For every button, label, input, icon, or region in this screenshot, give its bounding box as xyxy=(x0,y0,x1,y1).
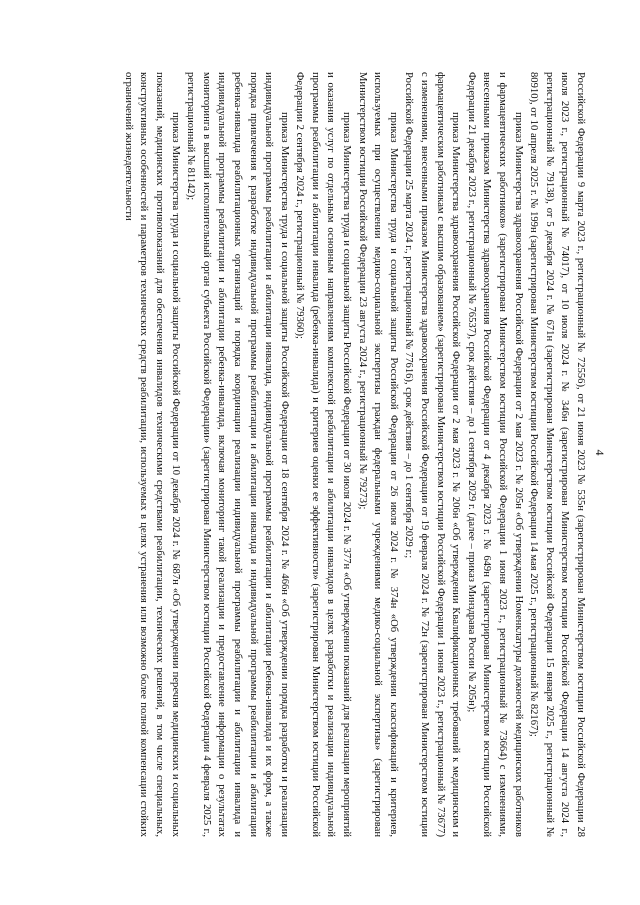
paragraph-2: приказ Министерства здравоохранения Российской Федерации от 2 мая 2023 г. № 205н «Об утверждении Номенклатуры должностей медицинских работников и фармацевтических работников» (зарегистрирован Министерством юстиции Российской Федерации 1 июня 2023 г., регистрационный № 73664) с изменениями, внесенными приказом Министерства здравоохранения Российской Федерации от 4 декабря 2023 г. № 649н (зарегистрирован Министерством юстиции Российской Федерации 21 декабря 2023 г., регистрационный № 76537), срок действия – до 1 сентября 2029 г. (далее – приказ Минздрава России № 205н); xyxy=(465,72,524,837)
page-number: 4 xyxy=(593,449,607,456)
document-body xyxy=(120,72,588,837)
paragraph-4: приказ Министерства труда и социальной защиты Российской Федерации от 26 июля 2024 г. № 374н «Об утверждении классификаций и критериев, используемых при осуществлении медико-социальной экспертизы граждан федеральными учреждениями медико-социальной экспертизы» (зарегистрирован Министерством юстиции Российской Федерации 23 августа 2024 г., регистрационный № 79273); xyxy=(356,72,399,837)
paragraph-7: приказ Министерства труда и социальной защиты Российской Федерации от 10 декабря 2024 г. № 687н «Об утверждении перечня медицинских и социальных показаний, медицинских противопоказаний для обеспечения инвалидов техническими средствами реабилитации, технических решений, в том числе специальных, конструктивных особенностей и параметров технических средств реабилитации, используемых в целях устранения или возможно более полной компенсации стойких ограничений жизнедеятельности xyxy=(122,72,181,837)
paragraph-5: приказ Министерства труда и социальной защиты Российской Федерации от 30 июля 2024 г. № 377н «Об утверждении показаний для реализации мероприятий и оказания услуг по отдельным основным направлениям комплексной реабилитации и абилитации инвалидов в целях разработки и реализации индивидуальной программы реабилитации и абилитации инвалида (ребенка-инвалида) и критериев оценки ее эффективности» (зарегистрирован Министерством юстиции Российской Федерации 2 сентября 2024 г., регистрационный № 79360); xyxy=(294,72,353,837)
paragraph-3: приказ Министерства здравоохранения Российской Федерации от 2 мая 2023 г. № 206н «Об утверждении Квалификационных требований к медицинским и фармацевтическим работникам с высшим образованием» (зарегистрирован Министерством юстиции Российской Федерации 1 июня 2023 г., регистрационный № 73677) с изменениями, внесенными приказом Министерства здравоохранения Российской Федерации от 19 февраля 2024 г. № 72н (зарегистрирован Министерством юстиции Российской Федерации 25 марта 2024 г., регистрационный № 77616), срок действия – до 1 сентября 2029 г.; xyxy=(403,72,462,837)
paragraph-1: Российской Федерации 9 марта 2023 г., регистрационный № 72556), от 21 июня 2023 № 535н (зарегистрирован Министерством юстиции Российской Федерации 28 июля 2023 г., регистрационный № 74017), от 10 июля 2024 г. № 346н (зарегистрирован Министерством юстиции Российской Федерации 14 августа 2024 г., регистрационный № 79138), от 5 декабря 2024 г. № 671н (зарегистрирован Министерством юстиции Российской Федерации 15 января 2025 г., регистрационный № 80910), от 10 апреля 2025 г. № 199н (зарегистрирован Министерством юстиции Российской Федерации 14 мая 2025 г., регистрационный № 82167); xyxy=(528,72,586,837)
paragraph-6: приказ Министерства труда и социальной защиты Российской Федерации от 18 сентября 2024 г. № 466н «Об утверждении порядка разработки и реализации индивидуальной программы реабилитации и абилитации инвалида, индивидуальной программы реабилитации и абилитации ребенка-инвалида и их форм, а также порядка привлечения к разработке индивидуальной программы реабилитации и абилитации инвалида и индивидуальной программы реабилитации и абилитации ребенка-инвалида реабилитационных организаций и порядка координации реализации индивидуальной программы реабилитации и абилитации инвалида и индивидуальной программы реабилитации и абилитации ребенка-инвалида, включая мониторинг такой реализации и предоставление информации о результатах мониторинга в высший исполнительный орган субъекта Российской Федерации» (зарегистрирован Министерством юстиции Российской Федерации 4 февраля 2025 г., регистрационный № 81142); xyxy=(185,72,290,837)
